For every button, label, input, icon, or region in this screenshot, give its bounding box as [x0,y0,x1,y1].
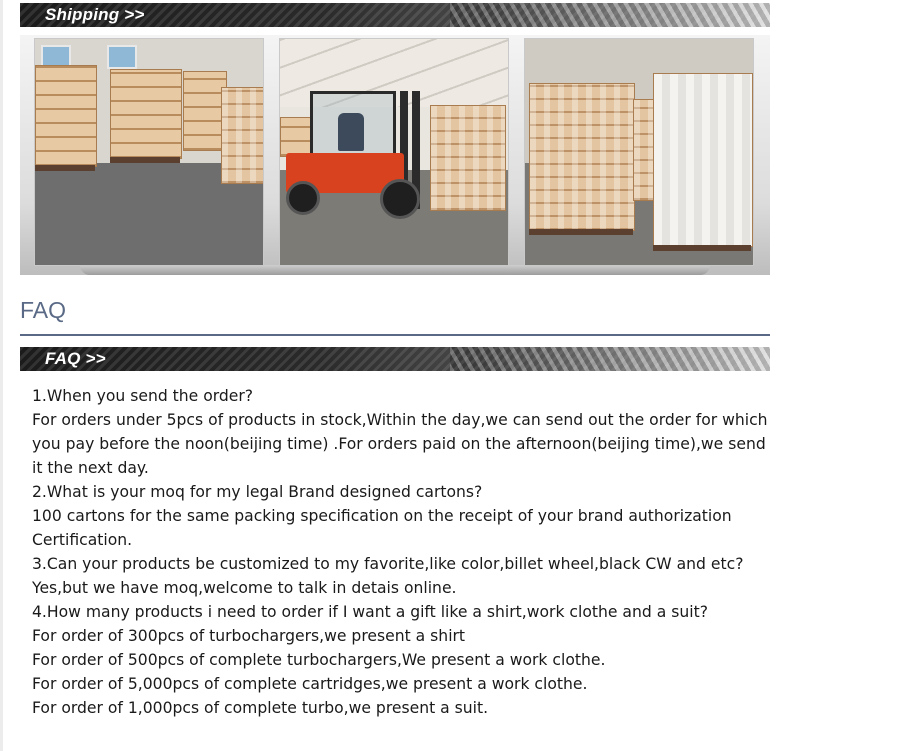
faq-answer-3: Yes,but we have moq,welcome to talk in detais online. [32,579,457,597]
faq-answer-4-line-2: For order of 500pcs of complete turbochargers,We present a work clothe. [32,651,606,669]
shipping-header-label: Shipping >> [45,5,145,24]
photo-window [107,45,137,69]
wrapped-pallet [430,105,506,211]
wrapped-pallet [221,87,263,184]
faq-answer-4-line-4: For order of 1,000pcs of complete turbo,we present a suit. [32,699,489,717]
faq-answer-4-line-3: For order of 5,000pcs of complete cartridges,we present a work clothe. [32,675,588,693]
forklift-operator [338,113,364,151]
wrapped-pallet [633,99,655,201]
pallet [110,157,180,163]
faq-question-3: 3.Can your products be customized to my favorite,like color,billet wheel,black CW and etc? [32,555,744,573]
wrapped-pallets-photo[interactable] [525,39,753,265]
pallet [529,229,633,235]
faq-answer-1: For orders under 5pcs of products in stock,Within the day,we can send out the order for which you pay before the noon(beijing time) .For orders paid on the afternoon(beijing time),we send it the next day. [32,411,768,477]
shipping-header-bar [20,3,770,27]
pallet [35,165,95,171]
faq-heading: FAQ [20,297,67,323]
carton-stack [280,117,312,157]
faq-question-2: 2.What is your moq for my legal Brand designed cartons? [32,483,483,501]
left-border [0,0,3,751]
carton-stack [35,65,97,167]
warehouse-boxes-photo[interactable] [35,39,263,265]
wrapped-pallet [653,73,753,247]
faq-header-bar [20,347,770,371]
faq-question-1: 1.When you send the order? [32,387,254,405]
forklift-photo[interactable] [280,39,508,265]
faq-answer-4-line-1: For order of 300pcs of turbochargers,we present a shirt [32,627,466,645]
faq-content [32,384,772,720]
faq-divider [20,334,770,336]
pallet [653,245,751,251]
wrapped-pallet [529,83,635,231]
forklift-wheel [286,181,320,215]
forklift-wheel [380,179,420,219]
faq-question-4: 4.How many products i need to order if I want a gift like a shirt,work clothe and a suit? [32,603,708,621]
faq-header-label: FAQ >> [45,349,106,368]
carton-stack [110,69,182,159]
shipping-photo-gallery [20,35,770,275]
faq-answer-2: 100 cartons for the same packing specification on the receipt of your brand authorization Certification. [32,507,732,549]
